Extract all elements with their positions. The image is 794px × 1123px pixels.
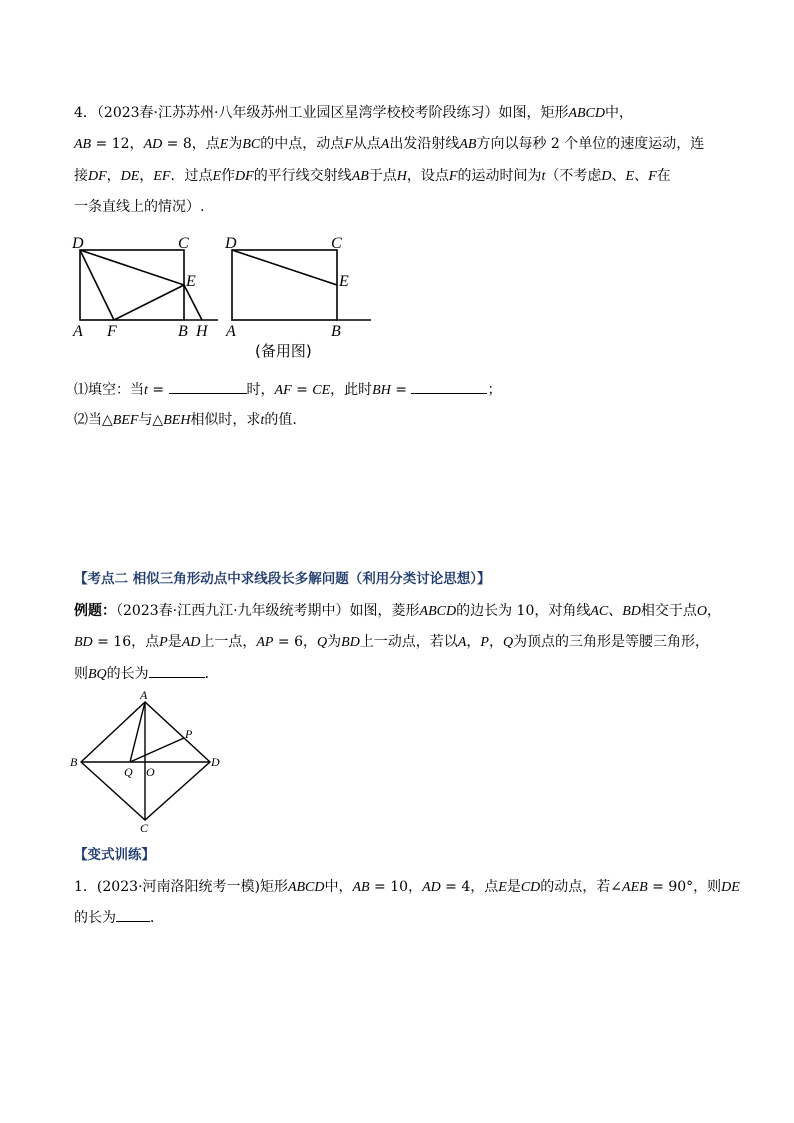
text: 相交于点 [640, 603, 697, 619]
math-var: AEB [622, 880, 648, 895]
text: 则 [74, 666, 88, 682]
text: 、 [608, 603, 623, 619]
text: 与△ [138, 412, 164, 428]
label-h: H [196, 323, 208, 340]
text: 的运动时间为 [457, 168, 542, 184]
math-var: BH [372, 383, 391, 398]
label-c: C [178, 235, 189, 252]
math-var: AB [352, 880, 370, 895]
label-a: A [73, 323, 83, 340]
math-var: Q [502, 635, 514, 650]
rhombus-figure [66, 690, 236, 835]
text: 上一点， [200, 634, 257, 650]
question-number: 4． [74, 105, 97, 121]
math-var: AD [143, 137, 163, 152]
label-e: E [339, 273, 349, 290]
text: ，点 [191, 136, 220, 152]
example-line-1 [74, 601, 721, 622]
label-b: B [331, 323, 341, 340]
text: 的边长为 10，对角线 [456, 603, 591, 619]
math-var: DF [235, 169, 254, 184]
text: ⑵当△ [74, 412, 113, 428]
label-e: E [186, 273, 196, 290]
text: 接 [74, 168, 88, 184]
text: = 12， [91, 136, 144, 152]
q4-part-1 [74, 380, 501, 401]
text: ， [303, 634, 318, 650]
math-var: BQ [88, 667, 107, 682]
answer-blank-bq[interactable] [149, 665, 205, 678]
math-var: ABCD [287, 880, 325, 895]
text: = 10 [369, 879, 409, 895]
math-var: DF [88, 169, 107, 184]
text: 为 [228, 136, 243, 152]
math-var: BC [242, 137, 261, 152]
math-var: F [648, 169, 657, 184]
rectangle-figure-main [60, 228, 230, 368]
segment-de [80, 250, 184, 285]
label-a: A [226, 323, 236, 340]
text: = [390, 382, 412, 398]
text: （2023春·江西九江·九年级统考期中）如图，菱形 [116, 603, 420, 619]
label-q: Q [124, 765, 133, 779]
text: 上一动点，若以 [359, 634, 458, 650]
math-var: AB [74, 137, 92, 152]
example-label: 例题： [74, 603, 116, 619]
math-var: O [696, 604, 708, 619]
math-var: BEH [163, 413, 191, 428]
label-c: C [331, 235, 342, 252]
label-f: F [107, 323, 117, 340]
text: ，则 [693, 879, 722, 895]
example-line-3 [74, 664, 219, 685]
text: ． [204, 666, 219, 682]
backup-figure-caption: (备用图) [255, 342, 312, 360]
text: 的长为 [106, 666, 149, 682]
text: 、 [634, 168, 649, 184]
math-var: Q [317, 635, 328, 650]
label-b: B [70, 755, 78, 769]
q4-part-2 [74, 410, 297, 431]
text: ， [106, 168, 121, 184]
math-var: E [212, 169, 222, 184]
text: （不考虑 [545, 168, 602, 184]
math-var: AD [181, 635, 201, 650]
text: ， [466, 634, 481, 650]
section-heading-kp2: 【考点二 相似三角形动点中求线段长多解问题（利用分类讨论思想）】 [74, 571, 491, 587]
math-var: AB [459, 137, 477, 152]
text: ， [408, 879, 423, 895]
math-var: E [625, 169, 635, 184]
text: 为 [327, 634, 342, 650]
label-d: D [72, 235, 84, 252]
text: 1． [74, 879, 97, 895]
math-var: DE [721, 880, 740, 895]
segment-de-backup [232, 250, 337, 285]
math-var: AD [422, 880, 441, 895]
text: 的动点，若∠ [540, 879, 623, 895]
math-var: AC [590, 604, 609, 619]
math-var: F [344, 137, 353, 152]
label-d: D [211, 755, 220, 769]
math-var: AB [351, 169, 369, 184]
text: 相似时，求 [190, 412, 261, 428]
math-var: E [219, 137, 229, 152]
math-var: BD [341, 635, 360, 650]
text: 是 [506, 879, 521, 895]
text: 作 [221, 168, 236, 184]
label-c: C [140, 821, 149, 835]
math-var: A [380, 137, 390, 152]
text: 方向以每秒 2 个单位的速度运动，连 [476, 136, 705, 152]
text: ⑴填空：当 [74, 382, 144, 398]
text: ，设点 [406, 168, 449, 184]
text: ， [139, 168, 154, 184]
segment-qp [130, 738, 184, 762]
text: = 6 [273, 634, 304, 650]
segment-eh [184, 285, 202, 320]
text: 的长为 [74, 910, 116, 926]
variant-line-1 [74, 877, 740, 898]
q4-line-1 [74, 103, 633, 124]
text: 在 [656, 168, 671, 184]
math-var: P [480, 635, 489, 650]
math-var: A [457, 635, 467, 650]
text: 的中点，动点 [260, 136, 345, 152]
label-o: O [146, 765, 155, 779]
section-heading-variant: 【变式训练】 [74, 847, 155, 863]
text: 为顶点的三角形是等腰三角形， [513, 634, 710, 650]
label-a: A [140, 688, 148, 702]
text: ，点 [131, 634, 160, 650]
math-var: E [498, 880, 507, 895]
math-var: t [541, 169, 546, 184]
math-var: CE [312, 383, 331, 398]
text: ，此时 [330, 382, 373, 398]
label-d: D [225, 235, 237, 252]
q4-line-4: 一条直线上的情况）. [74, 199, 205, 215]
math-var: ABCD [419, 604, 457, 619]
text: = 16 [92, 634, 132, 650]
math-var: EF [153, 169, 171, 184]
example-line-2 [74, 632, 709, 653]
text: 是 [167, 634, 182, 650]
text: = 8 [162, 136, 192, 152]
math-var: ABCD [568, 106, 606, 121]
segment-ef [114, 285, 184, 320]
math-var: H [396, 169, 407, 184]
label-b: B [178, 323, 188, 340]
math-var: D [601, 169, 612, 184]
text: 的值. [264, 412, 297, 428]
text: = 90° [647, 879, 694, 895]
text: = 4 [440, 879, 471, 895]
answer-blank-t[interactable] [169, 381, 247, 394]
answer-blank-de[interactable] [116, 909, 150, 922]
text: ， [488, 634, 503, 650]
math-var: BEF [112, 413, 139, 428]
math-var: BD [622, 604, 641, 619]
variant-line-2 [74, 908, 164, 928]
label-p: P [185, 727, 193, 741]
segment-aq [130, 702, 145, 762]
text: 的平行线交射线 [253, 168, 352, 184]
text: ； [487, 382, 502, 398]
text: 于点 [368, 168, 397, 184]
text: 出发沿射线 [389, 136, 460, 152]
text: 如图，矩形 [498, 105, 569, 121]
text: ． [150, 910, 164, 926]
rectangle-abcd [80, 250, 184, 320]
text: 、 [611, 168, 626, 184]
question-source: （2023春·江苏苏州·八年级苏州工业园区星湾学校校考阶段练习） [96, 105, 499, 121]
math-var: AF [274, 383, 292, 398]
text: = [147, 382, 169, 398]
text: 从点 [352, 136, 381, 152]
answer-blank-bh[interactable] [411, 381, 487, 394]
text: 中， [605, 105, 634, 121]
text: 中， [324, 879, 353, 895]
math-var: P [159, 635, 168, 650]
math-var: CD [520, 880, 541, 895]
text: ．过点 [170, 168, 213, 184]
math-var: F [448, 169, 458, 184]
q4-line-2 [74, 134, 704, 155]
math-var: AP [256, 635, 274, 650]
math-var: t [144, 383, 148, 398]
text: (2023·河南洛阳统考一模)矩形 [96, 879, 288, 895]
text: ， [707, 603, 722, 619]
math-var: DE [120, 169, 140, 184]
q4-line-3 [74, 166, 671, 187]
math-var: BD [74, 635, 93, 650]
text: = [291, 382, 313, 398]
rectangle-abcd-backup [232, 250, 337, 320]
text: ，点 [470, 879, 499, 895]
math-var: t [260, 413, 265, 428]
text: 时， [246, 382, 275, 398]
